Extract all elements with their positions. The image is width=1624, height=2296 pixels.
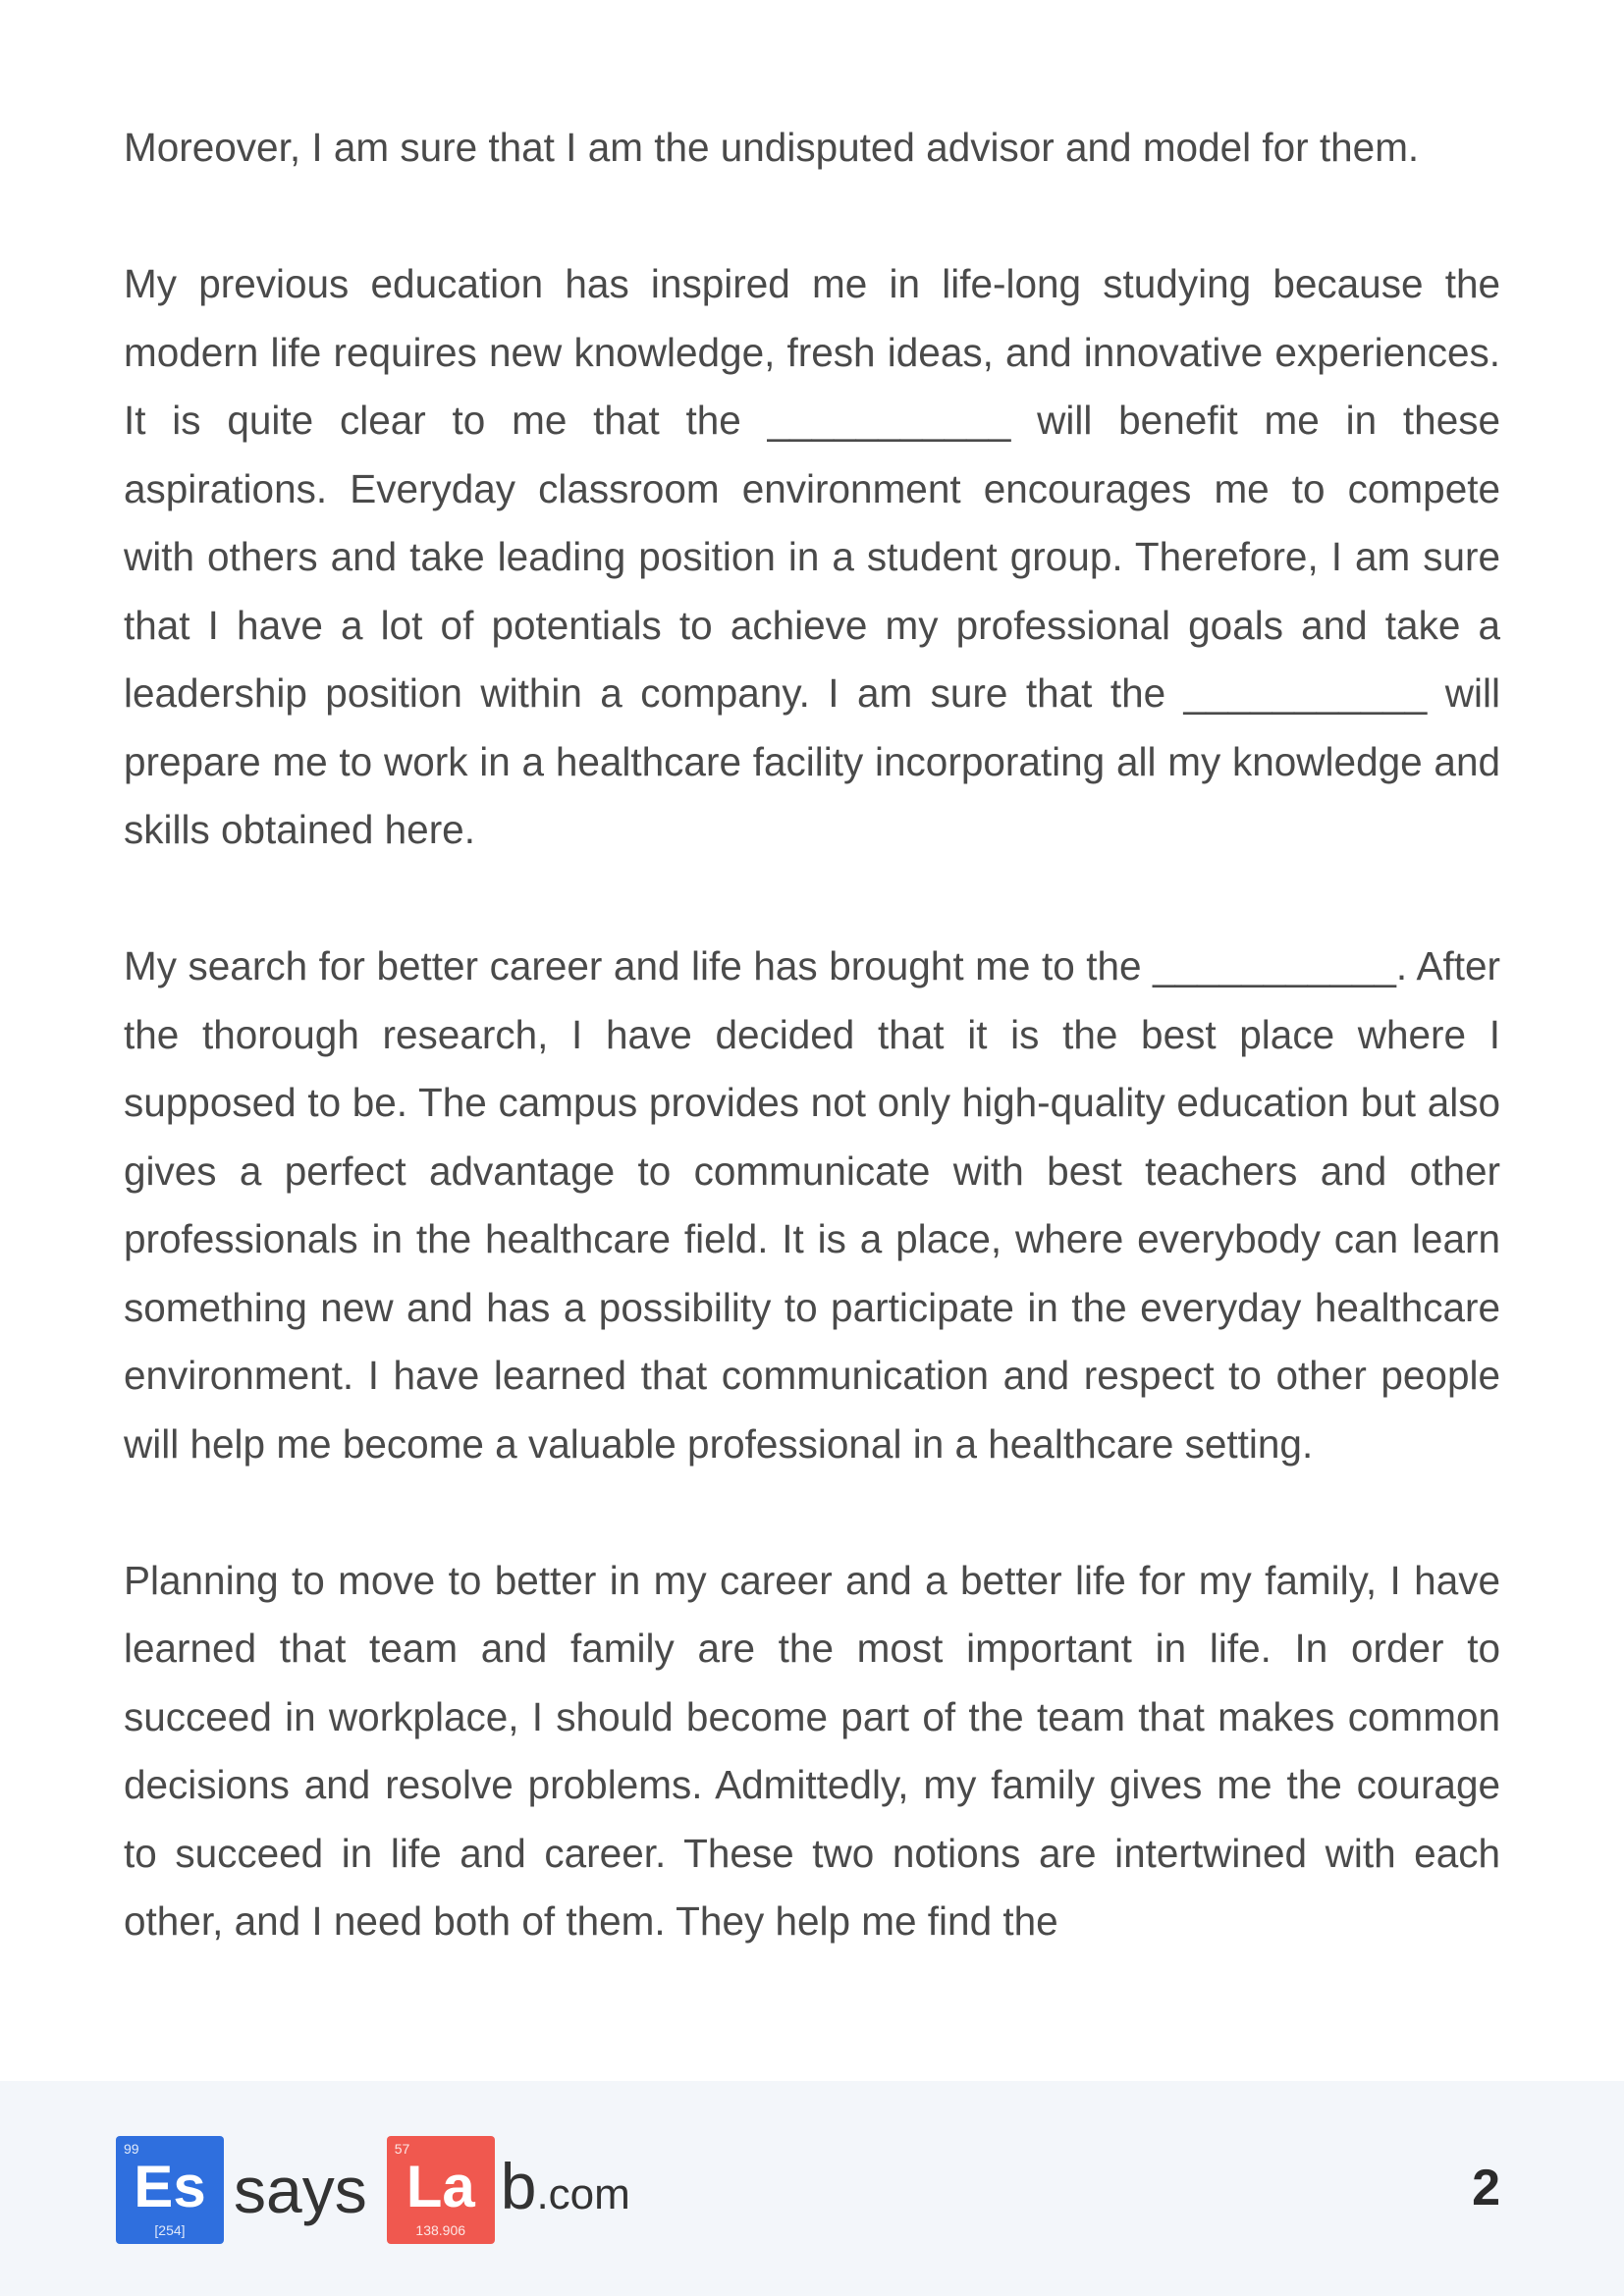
logo-tile-la xyxy=(387,2136,495,2244)
logo-word-b xyxy=(501,2132,630,2249)
logo-tile-la-symbol: La xyxy=(406,2154,475,2219)
essayslab-logo xyxy=(116,2135,630,2245)
logo-tile-es-mass: [254] xyxy=(154,2222,186,2238)
essay-body xyxy=(124,114,1500,1956)
logo-tile-es-symbol: Es xyxy=(134,2154,206,2219)
logo-word-b-text: b xyxy=(500,2149,537,2222)
page-number: 2 xyxy=(1472,2160,1500,2216)
logo-suffix: .com xyxy=(536,2169,630,2218)
logo-tile-la-number: 57 xyxy=(394,2141,410,2157)
logo-tile-la-mass: 138.906 xyxy=(415,2222,466,2238)
logo-tile-es xyxy=(116,2136,224,2244)
paragraph-4: Planning to move to better in my career and a better life for my family, I have learned that team and family are the most important in life. In order to succeed in workplace, I should become part of the team that makes common decisions and resolve problems. Admittedly, my family gives me the courage to succeed in life and career. These two notions are intertwined with each other, and I need both of them. They help me find the xyxy=(124,1557,1500,1944)
paragraph-2: My previous education has inspired me in life-long studying because the modern life requires new knowledge, fresh ideas, and innovative experiences. It is quite clear to me that the ___________ will benefit me in these aspirations. Everyday classroom environment encourages me to compete with others and take leading position in a student group. Therefore, I am sure that I have a lot of potentials to achieve my professional goals and take a leadership position within a company. I am sure that the ___________ will prepare me to work in a healthcare facility incorporating all my knowledge and skills obtained here. xyxy=(124,261,1500,852)
paragraph-3: My search for better career and life has brought me to the ___________. After the thorough research, I have decided that it is the best place where I supposed to be. The campus provides not only high-quality education but also gives a perfect advantage to communicate with best teachers and other professionals in the healthcare field. It is a place, where everybody can learn something new and has a possibility to participate in the everyday healthcare environment. I have learned that communication and respect to other people will help me become a valuable professional in a healthcare setting. xyxy=(124,943,1500,1467)
logo-word-says: says xyxy=(234,2154,367,2226)
logo-tile-es-number: 99 xyxy=(124,2141,139,2157)
paragraph-1: Moreover, I am sure that I am the undisputed advisor and model for them. xyxy=(124,125,1420,170)
